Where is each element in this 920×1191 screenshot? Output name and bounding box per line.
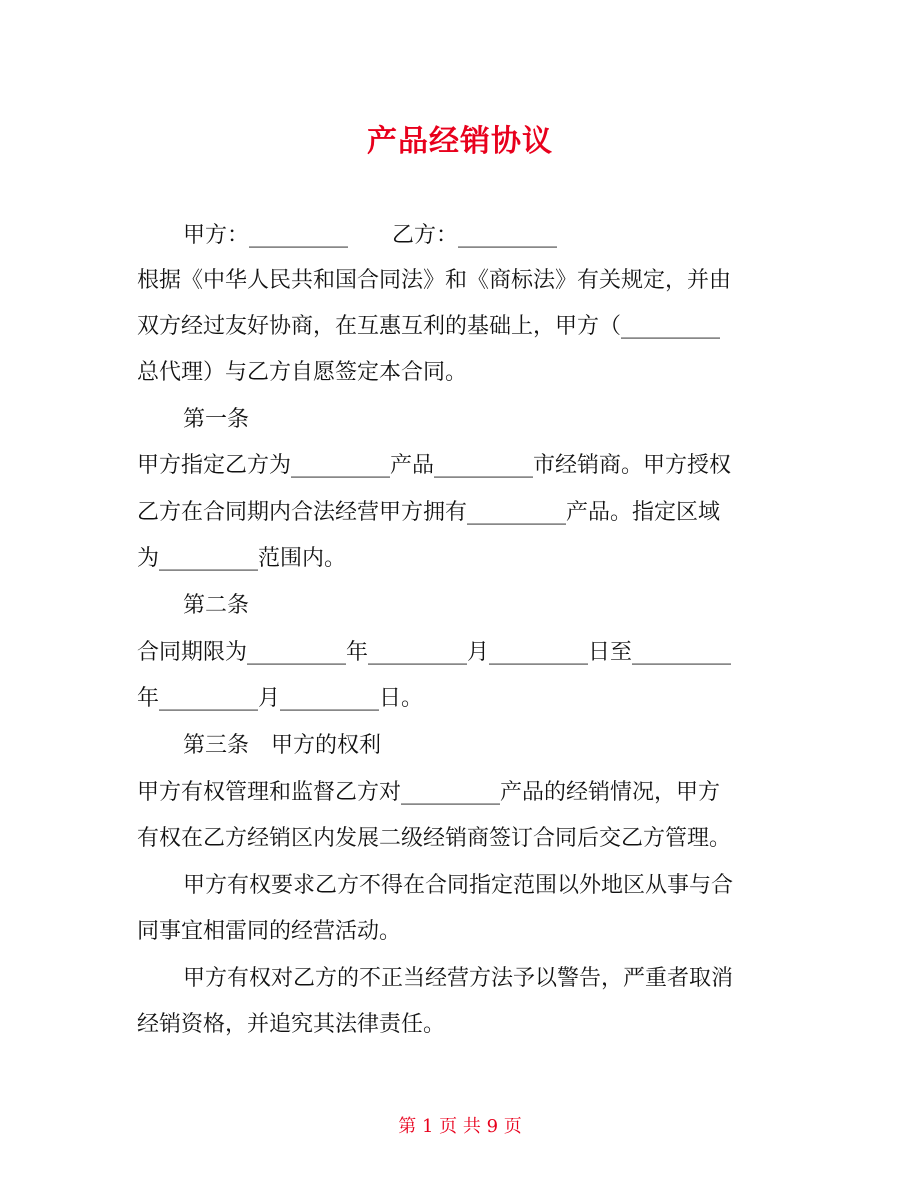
paragraph-line: 总代理）与乙方自愿签定本合同。: [137, 360, 468, 385]
paragraph-line: 根据《中华人民共和国合同法》和《商标法》有关规定，并由: [137, 268, 732, 293]
paragraph-line: 甲方指定乙方为_________产品_________市经销商。甲方授权: [137, 453, 732, 478]
paragraph-line: 甲方有权对乙方的不正当经营方法予以警告，严重者取消: [183, 966, 734, 991]
article-heading: 第三条 甲方的权利: [183, 733, 382, 758]
page-number-footer: 第 1 页 共 9 页: [398, 1116, 522, 1137]
parties-line: 甲方：_________ 乙方：_________: [183, 223, 558, 248]
paragraph-line: 甲方有权管理和监督乙方对_________产品的经销情况，甲方: [137, 780, 721, 805]
document-title: 产品经销协议: [367, 124, 553, 159]
paragraph-line: 有权在乙方经销区内发展二级经销商签订合同后交乙方管理。: [137, 826, 732, 851]
paragraph-line: 年_________月_________日。: [137, 686, 424, 711]
paragraph-line: 同事宜相雷同的经营活动。: [137, 919, 402, 944]
paragraph-line: 甲方有权要求乙方不得在合同指定范围以外地区从事与合: [183, 873, 734, 898]
paragraph-line: 乙方在合同期内合法经营甲方拥有_________产品。指定区域: [137, 500, 721, 525]
paragraph-line: 合同期限为_________年_________月_________日至_________: [137, 640, 732, 665]
paragraph-line: 经销资格，并追究其法律责任。: [137, 1012, 446, 1037]
article-heading: 第二条: [183, 593, 250, 618]
paragraph-line: 为_________范围内。: [137, 546, 347, 571]
paragraph-line: 双方经过友好协商，在互惠互利的基础上，甲方（_________: [137, 314, 721, 339]
article-heading: 第一条: [183, 407, 250, 432]
